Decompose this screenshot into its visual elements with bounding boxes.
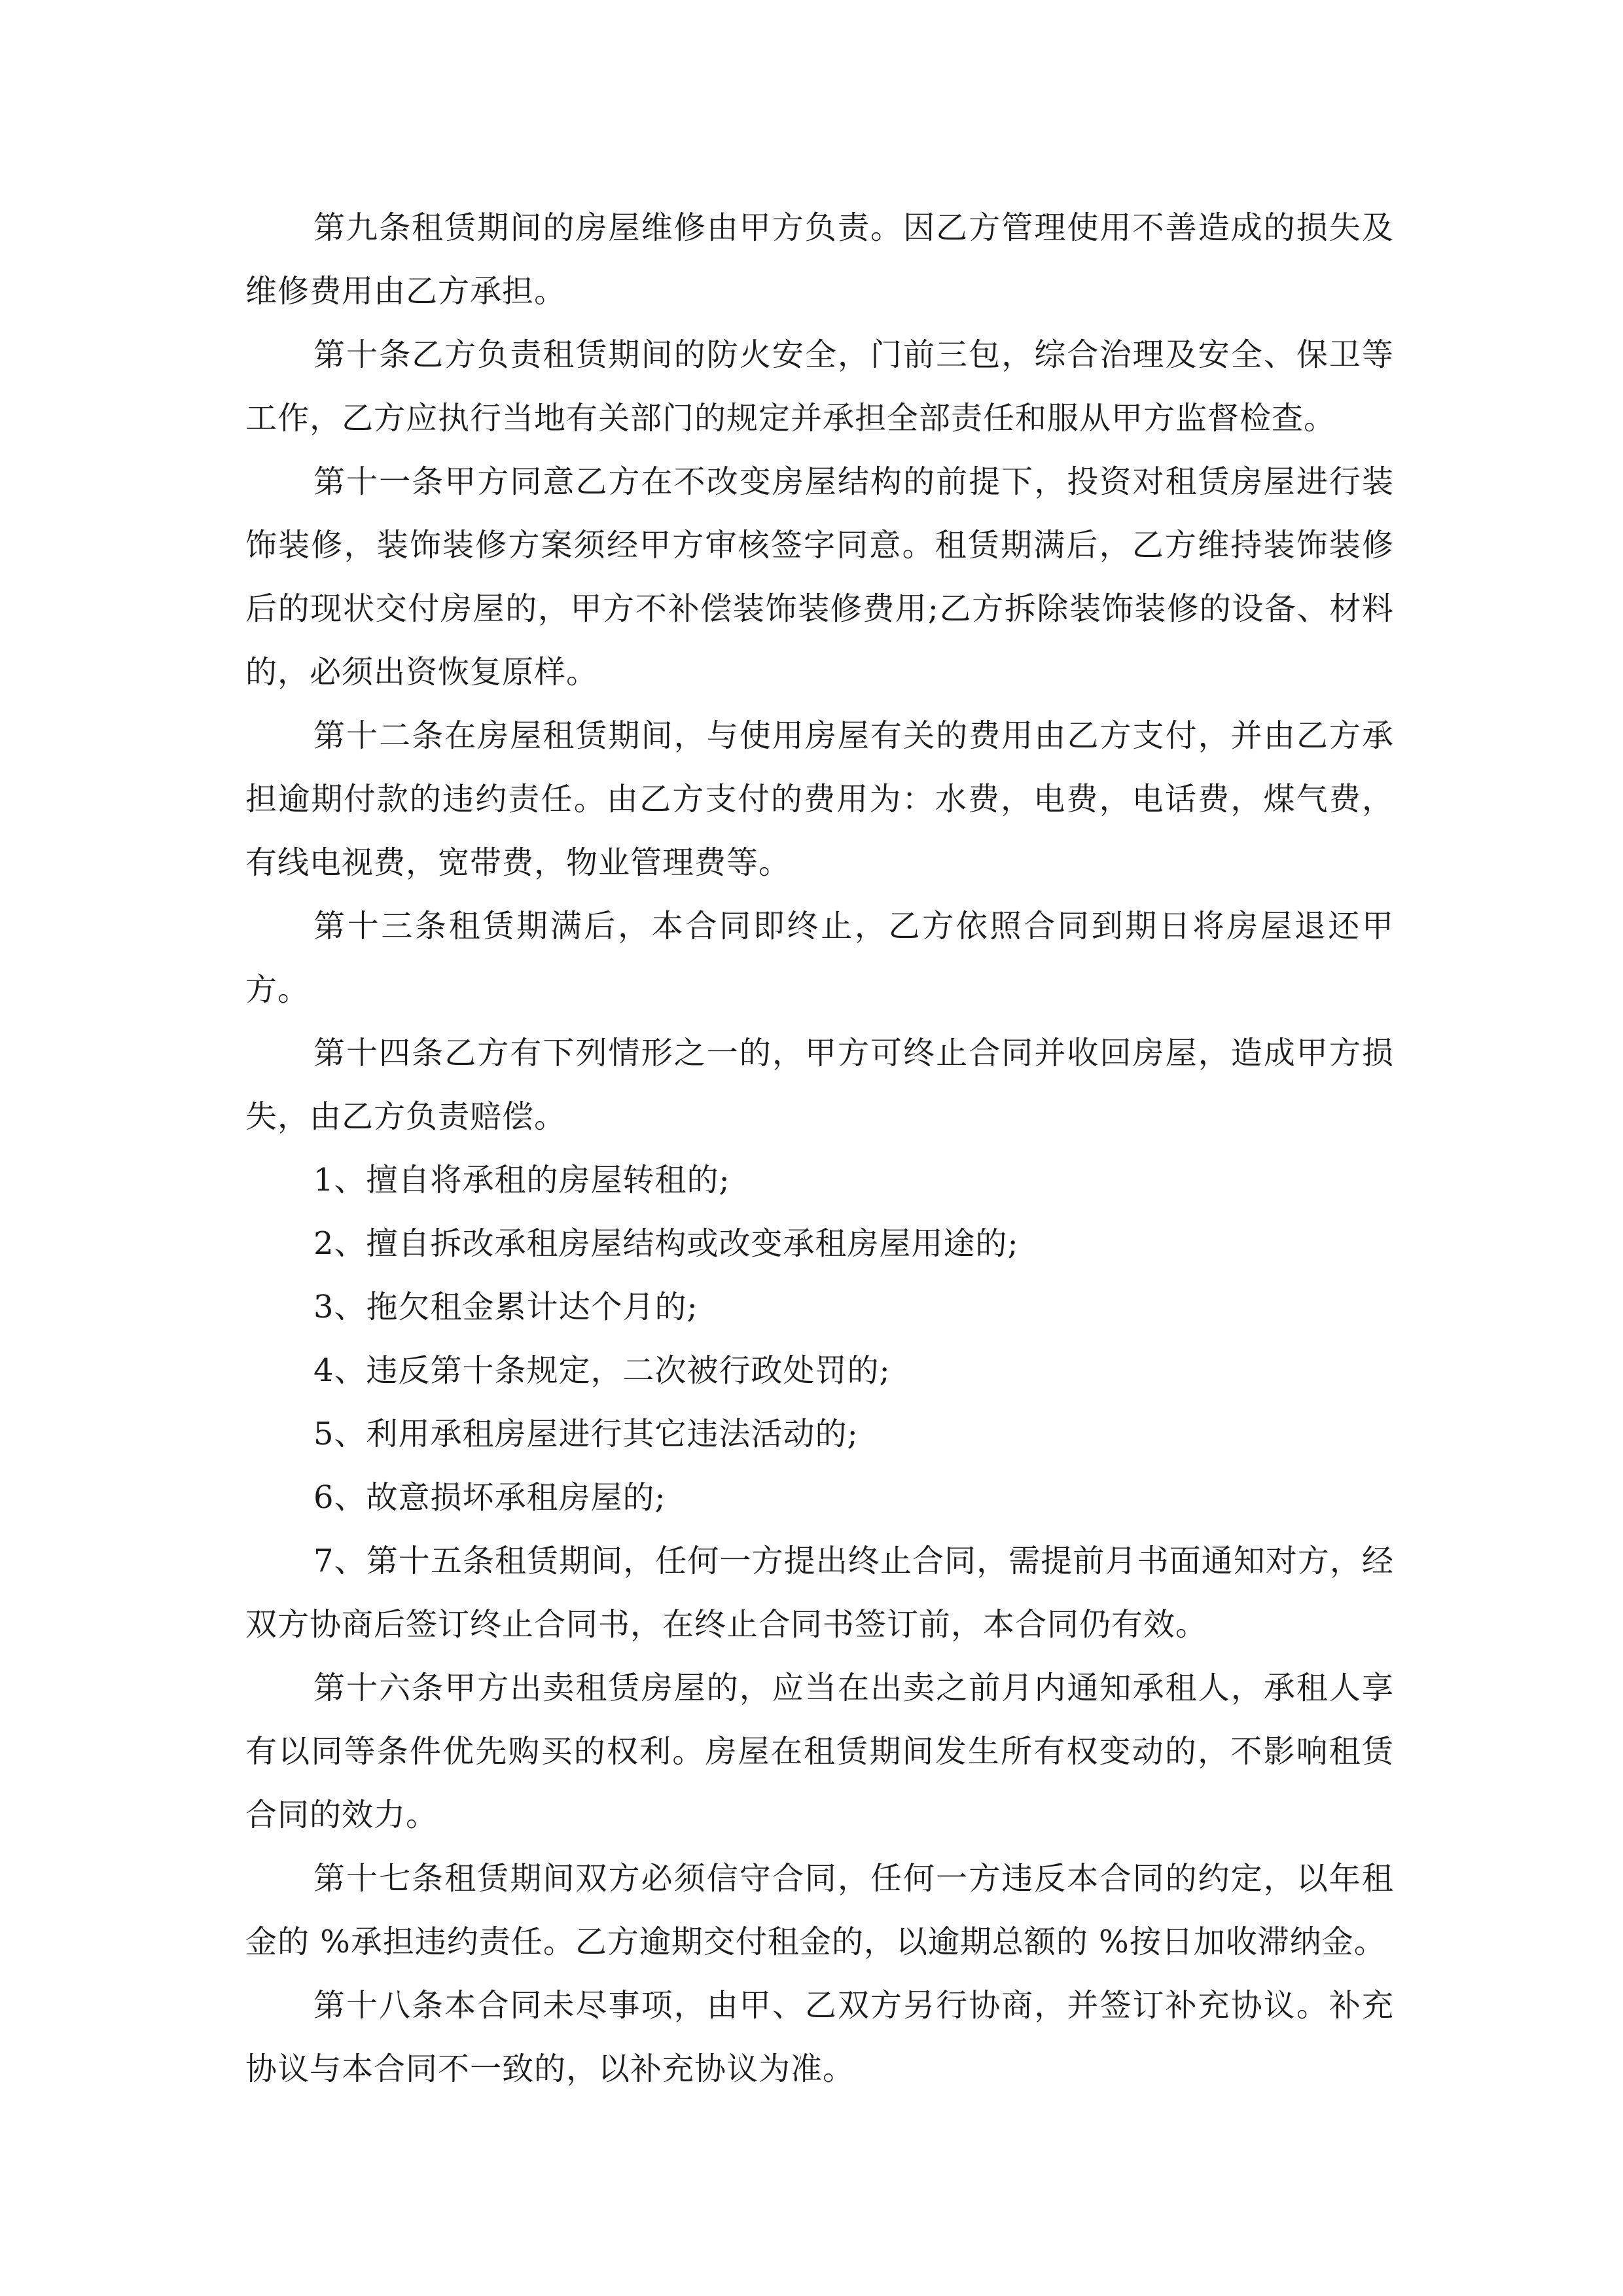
clause-13: 第十三条租赁期满后，本合同即终止，乙方依照合同到期日将房屋退还甲方。 bbox=[245, 908, 1394, 1008]
clause-18: 第十八条本合同未尽事项，由甲、乙双方另行协商，并签订补充协议。补充协议与本合同不一致的，以补充协议为准。 bbox=[245, 1987, 1394, 2087]
list-item-5: 5、利用承租房屋进行其它违法活动的; bbox=[313, 1416, 859, 1452]
list-item-6: 6、故意损坏承租房屋的; bbox=[313, 1479, 666, 1516]
clause-16: 第十六条甲方出卖租赁房屋的，应当在出卖之前月内通知承租人，承租人享有以同等条件优先购买的权利。房屋在租赁期间发生所有权变动的，不影响租赁合同的效力。 bbox=[245, 1670, 1394, 1833]
clause-12: 第十二条在房屋租赁期间，与使用房屋有关的费用由乙方支付，并由乙方承担逾期付款的违约责任。由乙方支付的费用为：水费，电费，电话费，煤气费，有线电视费，宽带费，物业管理费等。 bbox=[245, 717, 1394, 881]
clause-9: 第九条租赁期间的房屋维修由甲方负责。因乙方管理使用不善造成的损失及维修费用由乙方承担。 bbox=[245, 209, 1394, 310]
list-item-2: 2、擅自拆改承租房屋结构或改变承租房屋用途的; bbox=[313, 1225, 1019, 1262]
clause-14: 第十四条乙方有下列情形之一的，甲方可终止合同并收回房屋，造成甲方损失，由乙方负责赔偿。 bbox=[245, 1035, 1394, 1135]
list-item-3: 3、拖欠租金累计达个月的; bbox=[313, 1289, 698, 1325]
clause-17: 第十七条租赁期间双方必须信守合同，任何一方违反本合同的约定，以年租金的 %承担违约责任。乙方逾期交付租金的，以逾期总额的 %按日加收滞纳金。 bbox=[245, 1860, 1394, 1960]
clause-10: 第十条乙方负责租赁期间的防火安全，门前三包，综合治理及安全、保卫等工作，乙方应执行当地有关部门的规定并承担全部责任和服从甲方监督检查。 bbox=[245, 336, 1394, 437]
document-body bbox=[245, 196, 1394, 2101]
list-item-4: 4、违反第十条规定，二次被行政处罚的; bbox=[313, 1352, 891, 1389]
clause-11: 第十一条甲方同意乙方在不改变房屋结构的前提下，投资对租赁房屋进行装饰装修，装饰装修方案须经甲方审核签字同意。租赁期满后，乙方维持装饰装修后的现状交付房屋的，甲方不补偿装饰装修费用;乙方拆除装饰装修的设备、材料的，必须出资恢复原样。 bbox=[245, 463, 1394, 691]
list-item-1: 1、擅自将承租的房屋转租的; bbox=[313, 1162, 730, 1198]
list-item-7-clause-15: 7、第十五条租赁期间，任何一方提出终止合同，需提前月书面通知对方，经双方协商后签订终止合同书，在终止合同书签订前，本合同仍有效。 bbox=[245, 1543, 1394, 1643]
